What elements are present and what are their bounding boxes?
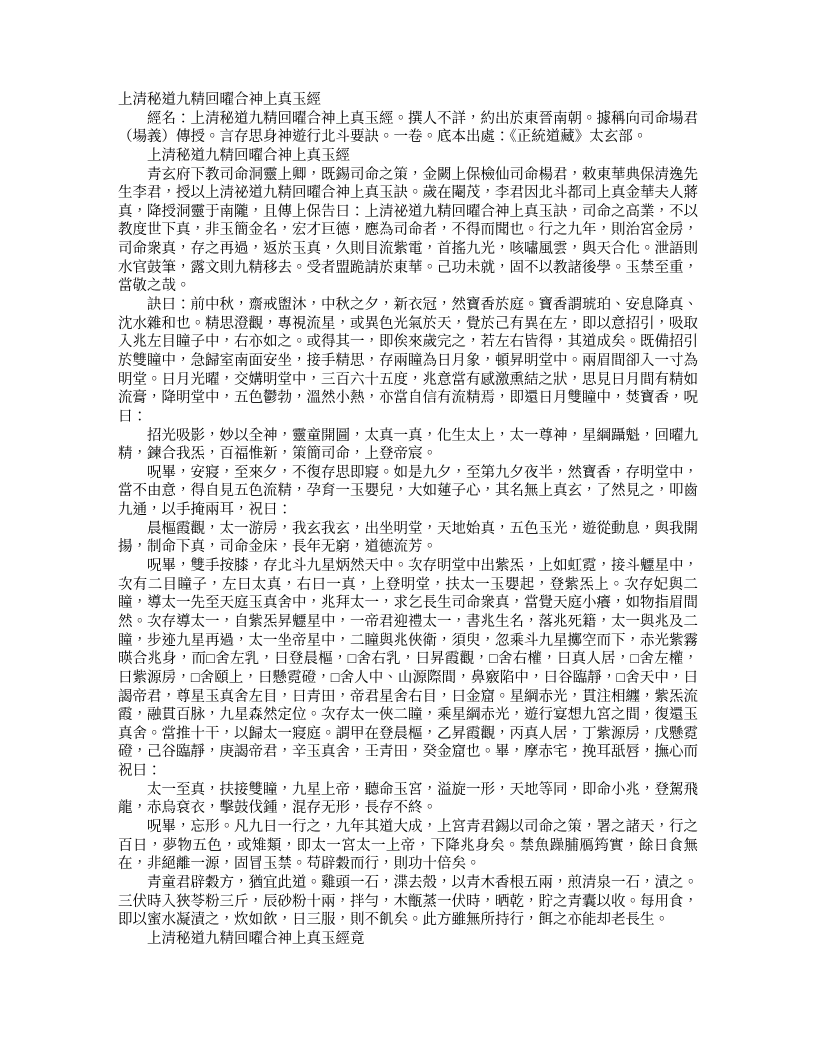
incantation-paragraph-3: 太一至真，扶接雙瞳，九星上帝，聽命玉宮，溢旋一形，天地等同，即命小兆，登駕飛龍，赤烏袞衣，擊鼓伐鍾，混存无形，長存不終。 <box>118 781 698 817</box>
abstract-paragraph: 經名：上清秘道九精回曜合神上真玉經。撰人不詳，約出於東晉南朝。據稱向司命場君（場義）傳授。言存思身神遊行北斗要訣。一卷。底本出處：《正統道藏》太玄部。 <box>118 110 698 146</box>
body-paragraph-nine-nights: 呪畢，安寢，至來夕，不復存思即寢。如是九夕，至第九夕夜半，然寶香，存明堂中，當不由意，得自見五色流精，孕育一玉嬰兒，大如蓮子心，其名無上真玄，了然見之，叩齒九通，以手掩兩耳，祝曰： <box>118 464 698 519</box>
incantation-paragraph-2: 晨樞霞觀，太一游房，我玄我玄，出坐明堂，天地始真，五色玉光，遊從動息，與我開揚，制命下真，司命金床，長年无窮，道德流芳。 <box>118 520 698 556</box>
closing-title: 上清秘道九精回曜合神上真玉經竟 <box>147 930 365 947</box>
body-paragraph-recipe: 青童君辟穀方，猶宜此道。雞頭一石，渫去殼，以青木香根五兩，煎清泉一石，漬之。三伏時入狹苓粉三斤，辰砂粉十兩，拌勻，木甑蒸一伏時，晒乾，貯之青囊以收。每用食，即以蜜水凝漬之，炊如飲，日三服，則不飢矣。此方雖無所持行，餌之亦能却老長生。 <box>118 874 698 929</box>
body-paragraph-transmission: 青玄府下教司命洞靈上卿，既錫司命之策，金闕上保檢仙司命楊君，敕東華典保清逸先生李君，授以上清祕道九精回曜合神上真玉訣。歲在閹茂，李君因北斗都司上真金華夫人蔣真，降授洞靈于南隴，且傳上保告曰：上清祕道九精回曜合神上真玉訣，司命之高業，不以教度世下真，非玉簡金名，宏才巨德，應為司命者，不得而聞也。行之九年，則治宮金房，司命衆真，存之再過，返於玉真，久則目流紫電，首搖九光，咳嘯風雲，與天合化。泄語則水官鼓筆，露文則九精移去。受者盟跪請於東華。己功未就，固不以教諸後學。玉禁至重，當敬之哉。 <box>118 166 698 295</box>
body-paragraph-dipper-visualization: 呪畢，雙手按膝，存北斗九星炳然天中。次存明堂中出紫炁，上如虹霓，接斗魒星中，次有二目瞳子，左曰太真，右曰一真，上登明堂，扶太一玉嬰起，登紫炁上。次存妃與二瞳，導太一先至天庭玉真舍中，兆拜太一，求乞長生司命衆真，當覺天庭小癢，如物指眉間然。次存導太一，自紫炁昇魒星中，一帝君迎禮太一，書兆生名，落兆死籍，太一與兆及二瞳，步迹九星再過，太一坐帝星中，二瞳與兆俠衛，須臾，忽乘斗九星擲空而下，赤光紫霧暎合兆身，而□舍左乳，曰登晨樞，□舍右乳，曰昇霞觀，□舍右權，曰真人居，□舍左權，曰紫源房，□舍頤上，曰懸霓磴，□舍人中、山源際間，鼻竅陷中，曰谷臨靜，□舍天中，曰謁帝君，尊星玉真舍左目，曰青田，帝君星舍右目，曰金窟。星綱赤光，貫注相纏，紫炁流霞，融貫百脉，九星森然定位。次存太一俠二瞳，乘星綱赤光，遊行宴想九宮之間，復還玉真舍。當推十干，以歸太一寢庭。謂甲在登晨樞，乙昇霞觀，丙真人居，丁紫源房，戊懸霓磴，己谷臨靜，庚謁帝君，辛玉真舍，壬青田，癸金窟也。畢，摩赤宅，挽耳舐唇，撫心而祝曰： <box>118 558 698 780</box>
section-title: 上清秘道九精回曜合神上真玉經 <box>147 147 350 164</box>
scripture-text-block <box>118 91 698 948</box>
body-paragraph-instructions: 訣曰：前中秋，齋戒盥沐，中秋之夕，新衣冠，然寶香於庭。寶香謂琥珀、安息降真、沈水雜和也。精思澄觀，專視流星，或異色光氣於天，覺於己有異在左，即以意招引，吸取入兆左目瞳子中，右亦如之。或得其一，即俟來歲完之，若左右皆得，其道成矣。既備招引於雙瞳中，急歸室南面安坐，接手精思，存兩瞳為日月象，頓昇明堂中。兩眉間卻入一寸為明堂。日月光曜，交媾明堂中，三百六十五度，兆意當有感激熏結之狀，思見日月間有精如流膏，降明堂中，五色鬱勃，溫然小熱，亦當自信有流精焉，即還日月雙瞳中，焚寶香，呪曰： <box>118 297 698 425</box>
incantation-paragraph-1: 招光吸影，妙以全神，靈童開圖，太真一真，化生太上，太一尊神，星綱躡魁，回曜九精，鍊合我炁，百福惟新，策簡司命，上登帝宸。 <box>118 427 698 463</box>
main-title: 上清秘道九精回曜合神上真玉經 <box>118 92 321 108</box>
body-paragraph-prohibitions: 呪畢，忘形。凡九日一行之，九年其道大成，上宮青君錫以司命之策，署之諸天，行之百日，夢物五色，或雉類，即太一宮太一上帝，下降兆身矣。禁魚躁脯鴈筠實，餘日食無在，非絕離一源，固冒玉禁。苟辟穀而行，則功十倍矣。 <box>118 818 698 873</box>
